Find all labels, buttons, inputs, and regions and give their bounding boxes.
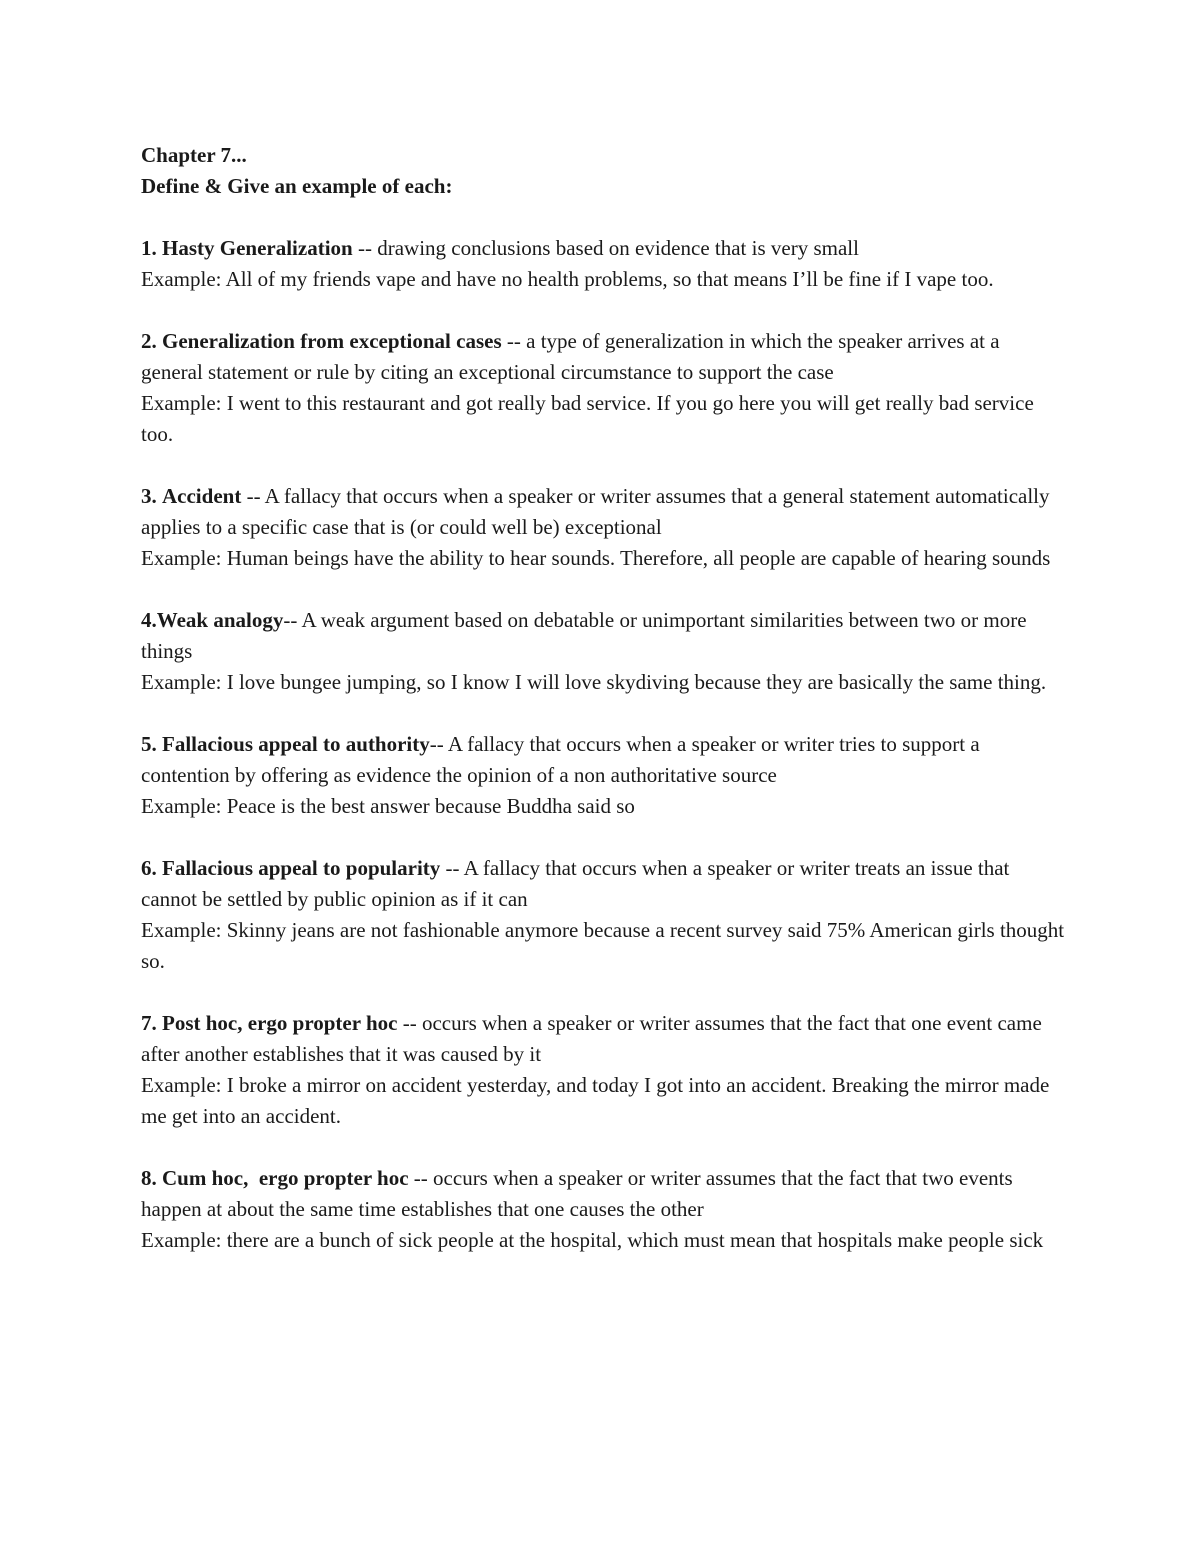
- term-name: Fallacious appeal to authority: [162, 732, 430, 756]
- separator: --: [283, 608, 302, 632]
- item-number: 7.: [141, 1011, 157, 1035]
- term-name: Cum hoc, ergo propter hoc: [162, 1166, 409, 1190]
- term-name: Accident: [162, 484, 242, 508]
- item-number: 3.: [141, 484, 157, 508]
- fallacy-item: [141, 1163, 1066, 1256]
- definition-text: A fallacy that occurs when a speaker or writer treats an issue that cannot be settled by public opinion as if it can: [141, 856, 1010, 911]
- item-number: 5.: [141, 732, 157, 756]
- separator: --: [241, 484, 265, 508]
- separator: --: [408, 1166, 434, 1190]
- definition-text: A fallacy that occurs when a speaker or writer tries to support a contention by offering as evidence the opinion of a non authoritative source: [141, 732, 980, 787]
- term-name: Fallacious appeal to popularity: [162, 856, 441, 880]
- definition-text: A weak argument based on debatable or unimportant similarities between two or more things: [141, 608, 1027, 663]
- term-name: Weak analogy: [156, 608, 284, 632]
- fallacy-item: [141, 1008, 1066, 1132]
- document-title: Chapter 7...: [141, 143, 247, 167]
- definition-line: [141, 326, 1066, 388]
- example-text: Example: I broke a mirror on accident yesterday, and today I got into an accident. Breaking the mirror made me get into an accident.: [141, 1073, 1050, 1128]
- example-text: Example: there are a bunch of sick people at the hospital, which must mean that hospitals make people sick: [141, 1228, 1044, 1252]
- definition-line: [141, 481, 1066, 543]
- separator: --: [501, 329, 527, 353]
- document-page: [141, 140, 1066, 1256]
- item-number: 8.: [141, 1166, 157, 1190]
- definition-line: [141, 605, 1066, 667]
- definition-text: occurs when a speaker or writer assumes that the fact that two events happen at about the same time establishes that one causes the other: [141, 1166, 1013, 1221]
- definition-line: [141, 1163, 1066, 1225]
- fallacy-item: [141, 233, 1066, 295]
- term-name: Hasty Generalization: [162, 236, 353, 260]
- term-name: Post hoc, ergo propter hoc: [162, 1011, 398, 1035]
- fallacy-item: [141, 729, 1066, 822]
- definition-text: drawing conclusions based on evidence that is very small: [377, 236, 859, 260]
- item-number: 6.: [141, 856, 157, 880]
- definition-text: a type of generalization in which the speaker arrives at a general statement or rule by citing an exceptional circumstance to support the case: [141, 329, 1000, 384]
- example-text: Example: Human beings have the ability to hear sounds. Therefore, all people are capable of hearing sounds: [141, 546, 1051, 570]
- item-number: 1.: [141, 236, 157, 260]
- example-text: Example: Skinny jeans are not fashionable anymore because a recent survey said 75% American girls thought so.: [141, 918, 1065, 973]
- fallacy-item: [141, 481, 1066, 574]
- separator: --: [429, 732, 448, 756]
- definition-text: A fallacy that occurs when a speaker or writer assumes that a general statement automatically applies to a specific case that is (or could well be) exceptional: [141, 484, 1050, 539]
- example-text: Example: I went to this restaurant and got really bad service. If you go here you will get really bad service too.: [141, 391, 1034, 446]
- separator: --: [352, 236, 378, 260]
- example-text: Example: Peace is the best answer because Buddha said so: [141, 794, 635, 818]
- example-text: Example: I love bungee jumping, so I know I will love skydiving because they are basically the same thing.: [141, 670, 1047, 694]
- definition-line: [141, 729, 1066, 791]
- term-name: Generalization from exceptional cases: [162, 329, 502, 353]
- fallacy-item: [141, 605, 1066, 698]
- separator: --: [397, 1011, 422, 1035]
- example-text: Example: All of my friends vape and have no health problems, so that means I’ll be fine if I vape too.: [141, 267, 994, 291]
- definition-line: [141, 1008, 1066, 1070]
- definition-line: [141, 853, 1066, 915]
- document-subtitle: Define & Give an example of each:: [141, 174, 453, 198]
- fallacy-item: [141, 853, 1066, 977]
- separator: --: [440, 856, 464, 880]
- definition-text: occurs when a speaker or writer assumes that the fact that one event came after another establishes that it was caused by it: [141, 1011, 1042, 1066]
- item-number: 2.: [141, 329, 157, 353]
- definition-line: [141, 233, 1066, 264]
- item-number: 4.: [141, 608, 157, 632]
- fallacy-item: [141, 326, 1066, 450]
